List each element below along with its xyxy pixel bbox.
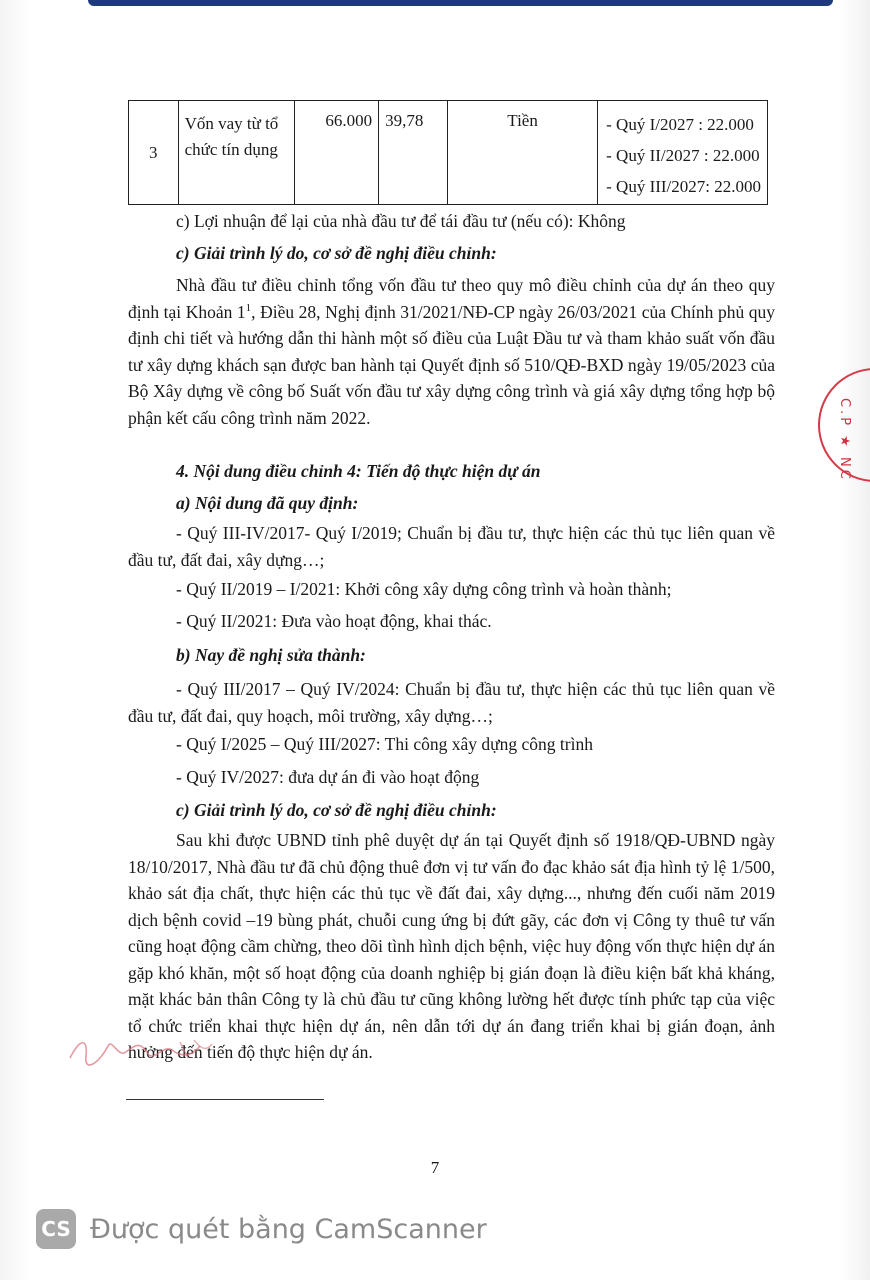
capital-form: Tiền: [448, 101, 598, 205]
section-heading-a: a) Nội dung đã quy định:: [176, 493, 359, 513]
camscanner-logo-icon: CS: [36, 1209, 76, 1249]
section-heading-c: c) Giải trình lý do, cơ sở đề nghị điều chỉnh:: [176, 800, 497, 820]
section-heading-4: 4. Nội dung điều chỉnh 4: Tiến độ thực hiện dự án: [176, 461, 541, 481]
stamp-text: C.P ★ NC: [837, 398, 852, 482]
paragraph-schedule-reason: Sau khi được UBND tỉnh phê duyệt dự án tại Quyết định số 1918/QĐ-UBND ngày 18/10/2017, Nhà đầu tư đã chủ động thuê đơn vị tư vấn đo đạc khảo sát địa hình tỷ lệ 1/500, khảo sát địa chất, thực hiện các thủ tục về đất đai, xây dựng..., nhưng đến cuối năm 2019 dịch bệnh covid –19 bùng phát, chuỗi cung ứng bị đứt gãy, các đơn vị Công ty thuê tư vấn cũng hoạt động cầm chừng, theo dõi tình hình dịch bệnh, việc huy động vốn thực hiện dự án gặp khó khăn, một số hoạt động của doanh nghiệp bị gián đoạn là điều kiện bất khả kháng, mặt khác bản thân Công ty là chủ đầu tư cũng không lường hết được tính phức tạp của việc tổ chức triển khai thực hiện dự án, nên dẫn tới dự án đang triển khai bị gián đoạn, ảnh hưởng đến tiến độ thực hiện dự án.: [128, 830, 775, 1062]
watermark-text: Được quét bằng CamScanner: [90, 1213, 487, 1245]
footnote-divider: [126, 1099, 324, 1100]
row-number: 3: [129, 101, 179, 205]
profit-reinvest-line: c) Lợi nhuận để lại của nhà đầu tư để tái đầu tư (nếu có): Không: [176, 211, 626, 231]
list-item: - Quý II/2019 – I/2021: Khởi công xây dựng công trình và hoàn thành;: [176, 579, 672, 599]
schedule-line: - Quý II/2027 : 22.000: [606, 146, 760, 165]
camscanner-watermark: [36, 1207, 487, 1251]
section-heading-c: c) Giải trình lý do, cơ sở đề nghị điều chỉnh:: [176, 243, 497, 263]
table-row: [129, 101, 768, 205]
paragraph-capital-reason: [128, 272, 775, 431]
section-heading-b: b) Nay đề nghị sửa thành:: [176, 645, 366, 665]
schedule-line: - Quý III/2027: 22.000: [606, 177, 761, 196]
list-item: - Quý III/2017 – Quý IV/2024: Chuẩn bị đầu tư, thực hiện các thủ tục liên quan về đầu tư, đất đai, quy hoạch, môi trường, xây dựng…;: [128, 679, 775, 726]
page-number: 7: [430, 1158, 440, 1177]
initials-signature: [60, 1028, 230, 1073]
capital-amount: 66.000: [295, 101, 379, 205]
list-item: - Quý III-IV/2017- Quý I/2019; Chuẩn bị đầu tư, thực hiện các thủ tục liên quan về đầu tư, đất đai, xây dựng…;: [128, 523, 775, 570]
list-item: - Quý II/2021: Đưa vào hoạt động, khai thác.: [176, 611, 492, 631]
capital-schedule: [598, 101, 768, 205]
company-stamp: [818, 368, 870, 482]
capital-percent: 39,78: [379, 101, 448, 205]
capital-source-table: [128, 100, 768, 205]
footnote-ref: 1: [245, 301, 252, 314]
paragraph-text: Nhà đầu tư điều chỉnh tổng vốn đầu tư theo quy mô điều chỉnh của dự án theo quy định tại Khoản 1: [128, 275, 775, 322]
capital-source: Vốn vay từ tổ chức tín dụng: [178, 101, 295, 205]
list-item: - Quý IV/2027: đưa dự án đi vào hoạt động: [176, 767, 480, 787]
paragraph-text: , Điều 28, Nghị định 31/2021/NĐ-CP ngày 26/03/2021 của Chính phủ quy định chi tiết và hướng dẫn thi hành một số điều của Luật Đầu tư và tham khảo suất vốn đầu tư xây dựng khách sạn được ban hành tại Quyết định số 510/QĐ-BXD ngày 19/05/2023 của Bộ Xây dựng về công bố Suất vốn đầu tư xây dựng công trình và giá xây dựng tổng hợp bộ phận kết cấu công trình năm 2022.: [128, 301, 775, 428]
schedule-line: - Quý I/2027 : 22.000: [606, 115, 754, 134]
list-item: - Quý I/2025 – Quý III/2027: Thi công xây dựng công trình: [176, 734, 593, 754]
